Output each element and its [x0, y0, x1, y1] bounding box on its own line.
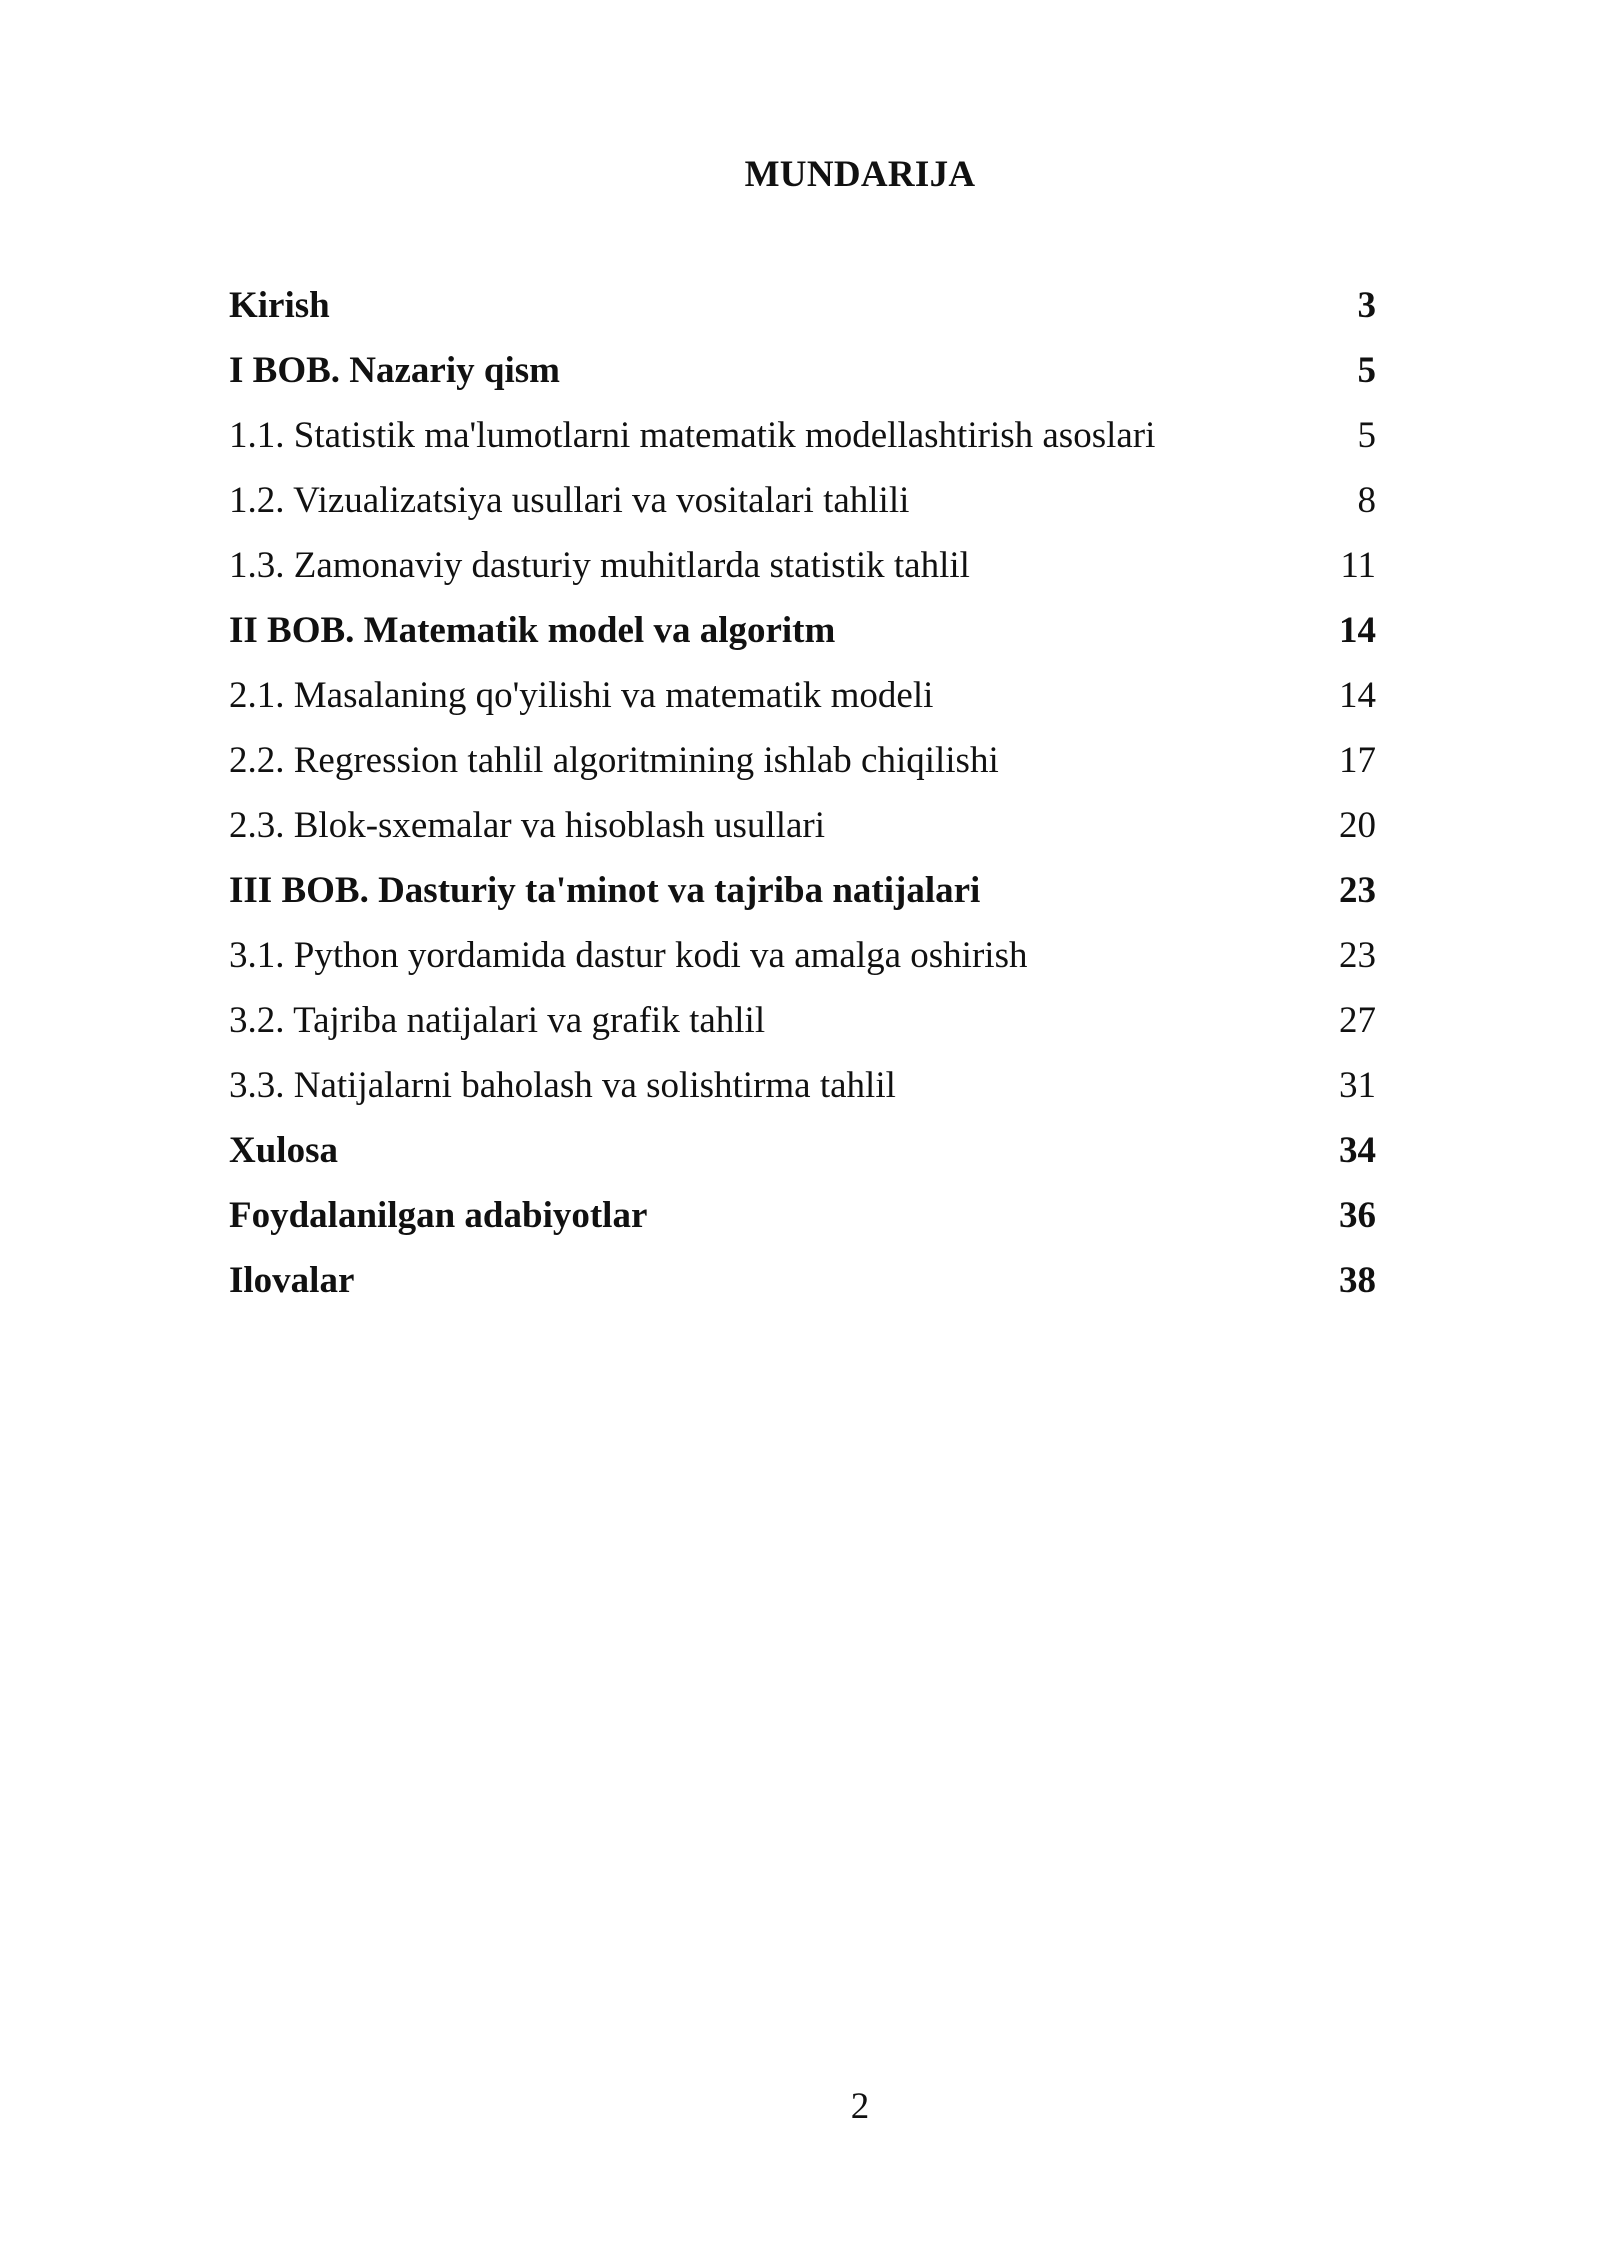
toc-entry-page: 34 — [1339, 1130, 1376, 1171]
toc-entry-page: 20 — [1339, 805, 1376, 846]
toc-entry-page: 5 — [1357, 350, 1376, 391]
toc-entry[interactable] — [229, 865, 1376, 930]
toc-entry-label: 2.2. Regression tahlil algoritmining ishlab chiqilishi — [229, 740, 999, 781]
toc-entry-label: Kirish — [229, 285, 330, 326]
toc-entry-page: 23 — [1339, 870, 1376, 911]
page-number: 2 — [850, 2086, 870, 2127]
page-title: MUNDARIJA — [744, 154, 976, 195]
toc-entry-label: 2.1. Masalaning qo'yilishi va matematik modeli — [229, 675, 934, 716]
toc-entry-label: Xulosa — [229, 1130, 338, 1171]
toc-entry-label: 1.3. Zamonaviy dasturiy muhitlarda statistik tahlil — [229, 545, 970, 586]
toc-entry[interactable] — [229, 1190, 1376, 1255]
toc-entry[interactable] — [229, 735, 1376, 800]
toc-entry[interactable] — [229, 1255, 1376, 1320]
toc-entry-label: 2.3. Blok-sxemalar va hisoblash usullari — [229, 805, 826, 846]
toc-entry-label: II BOB. Matematik model va algoritm — [229, 610, 836, 651]
toc-entry[interactable] — [229, 410, 1376, 475]
toc-entry-page: 31 — [1339, 1065, 1376, 1106]
toc-entry-page: 27 — [1339, 1000, 1376, 1041]
table-of-contents — [229, 280, 1376, 1320]
toc-entry-label: I BOB. Nazariy qism — [229, 350, 560, 391]
toc-entry[interactable] — [229, 605, 1376, 670]
toc-entry-page: 14 — [1339, 675, 1376, 716]
toc-entry[interactable] — [229, 930, 1376, 995]
toc-entry-label: III BOB. Dasturiy ta'minot va tajriba natijalari — [229, 870, 981, 911]
toc-entry-page: 38 — [1339, 1260, 1376, 1301]
toc-entry-label: 3.3. Natijalarni baholash va solishtirma tahlil — [229, 1065, 896, 1106]
toc-entry-label: 3.2. Tajriba natijalari va grafik tahlil — [229, 1000, 766, 1041]
toc-entry-label: Ilovalar — [229, 1260, 355, 1301]
toc-entry[interactable] — [229, 1125, 1376, 1190]
toc-entry-page: 5 — [1357, 415, 1376, 456]
toc-entry[interactable] — [229, 540, 1376, 605]
toc-entry[interactable] — [229, 475, 1376, 540]
toc-entry-label: 3.1. Python yordamida dastur kodi va amalga oshirish — [229, 935, 1028, 976]
toc-entry-page: 8 — [1357, 480, 1376, 521]
toc-entry-label: Foydalanilgan adabiyotlar — [229, 1195, 648, 1236]
toc-entry[interactable] — [229, 345, 1376, 410]
toc-entry[interactable] — [229, 1060, 1376, 1125]
toc-entry-page: 23 — [1339, 935, 1376, 976]
toc-entry[interactable] — [229, 995, 1376, 1060]
toc-entry-label: 1.1. Statistik ma'lumotlarni matematik modellashtirish asoslari — [229, 415, 1156, 456]
toc-entry-page: 36 — [1339, 1195, 1376, 1236]
toc-entry-label: 1.2. Vizualizatsiya usullari va vositalari tahlili — [229, 480, 910, 521]
toc-entry-page: 11 — [1340, 545, 1376, 586]
toc-entry[interactable] — [229, 800, 1376, 865]
toc-entry-page: 14 — [1339, 610, 1376, 651]
toc-entry[interactable] — [229, 670, 1376, 735]
toc-entry-page: 3 — [1357, 285, 1376, 326]
toc-entry-page: 17 — [1339, 740, 1376, 781]
toc-entry[interactable] — [229, 280, 1376, 345]
